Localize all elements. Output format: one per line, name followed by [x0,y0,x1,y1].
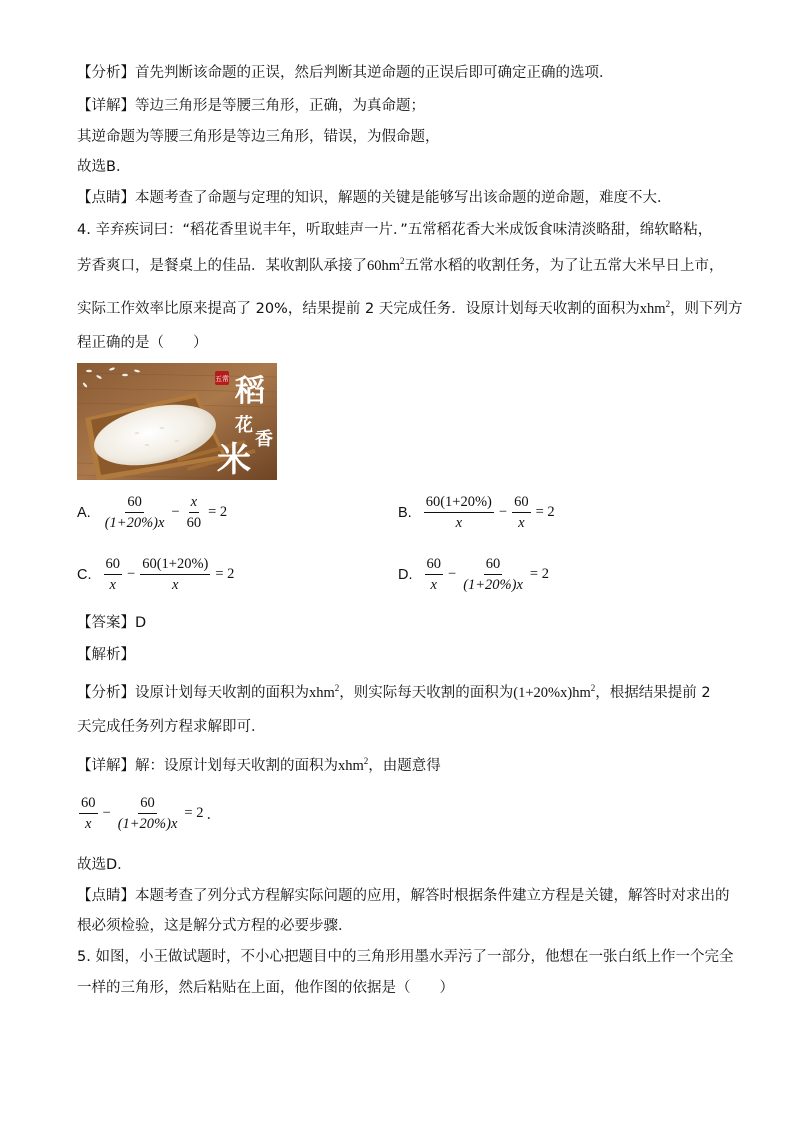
option-d-label: D. [398,566,413,583]
analysis-text-b: ，则实际每天收割的面积为 [339,685,514,701]
analysis-expr: (1+20%x)hm [513,685,591,701]
q4-var: xhm [639,301,666,317]
comment-text-1: 本题考查了列分式方程解实际问题的应用，解答时根据条件建立方程是关键，解答时对求出的 [135,888,730,904]
answer-tag: 【答案】 [77,615,135,631]
frac-den: (1+20%)x [117,816,178,832]
q4-analysis-line2 [77,717,266,737]
option-c[interactable] [77,556,237,593]
option-b-label: B. [398,504,412,521]
detail-text-a: 解：设原计划每天收割的面积为 [135,758,338,774]
option-a-rhs: = 2 [208,504,228,520]
rice-photo [77,363,277,480]
comment-tag: 【点睛】 [77,888,135,904]
frac-den: x [518,515,525,531]
calligraphy-char-2: 花 [235,415,253,436]
analysis-var: xhm [309,685,335,701]
eq-rhs: = 2 [184,805,204,821]
explain-tag: 【解析】 [77,647,135,663]
analysis-var-sup: 2 [334,683,340,693]
option-d-frac1 [425,556,444,593]
q3-comment [77,188,672,208]
q4-solution-equation [77,795,221,832]
minus-sign: − [498,504,508,520]
q5-stem-text-1: 5. 如图，小王做试题时，不小心把题目中的三角形用墨水弄污了一部分，他想在一张白纸上作一个完全 [77,949,734,965]
minus-sign: − [127,566,136,582]
calligraphy-char-3: 香 [255,429,273,450]
frac-num: 60 [512,494,531,513]
minus-sign: − [102,805,111,821]
option-c-frac1 [104,556,123,593]
option-c-rhs: = 2 [215,566,235,582]
q4-stem-text-4: 程正确的是（ ） [77,335,208,351]
q3-converse [77,127,440,147]
option-d-frac2 [461,556,525,593]
option-a-label: A. [77,504,91,521]
detail-var: xhm [338,758,364,774]
q3-analysis [77,63,614,83]
analysis-tag: 【分析】 [77,685,135,701]
option-c-frac2 [140,556,210,593]
detail-tag: 【详解】 [77,98,135,114]
option-d-rhs: = 2 [529,566,549,582]
q4-choose [77,855,132,875]
q4-stem-text-2b: 五常水稻的收割任务，为了让五常大米早日上市， [404,258,724,274]
choose-text: 故选B． [77,159,131,175]
seal-text: 五常 [215,375,229,383]
frac-num: 60 [425,556,444,575]
answer-value: D [135,615,147,631]
frac-num: 60(1+20%) [140,556,210,575]
option-b-frac2 [512,494,531,531]
calligraphy-char-4: 米 [217,440,251,480]
analysis-text: 首先判断该命题的正误，然后判断其逆命题的正误后即可确定正确的选项． [135,65,614,81]
comment-tag: 【点睛】 [77,190,135,206]
detail-tag: 【详解】 [77,758,135,774]
analysis-expr-sup: 2 [590,683,596,693]
frac-num: 60 [138,795,157,814]
frac-den: x [85,816,92,832]
q4-explain [77,645,135,665]
q4-comment [77,886,730,906]
q4-stem-line4 [77,333,208,353]
analysis-text-a: 设原计划每天收割的面积为 [135,685,309,701]
q3-choose [77,157,130,177]
frac-den: x [430,577,437,593]
frac-num: 60 [79,795,98,814]
frac-num: 60(1+20%) [424,494,494,513]
minus-sign: − [448,566,457,582]
option-b-frac1 [424,494,494,531]
calligraphy-char-1: 稻 [235,374,265,409]
q4-stem-text-2a: 芳香爽口，是餐桌上的佳品．某收割队承接了 [77,258,367,274]
frac-num: 60 [104,556,123,575]
comment-text: 本题考查了命题与定理的知识，解题的关键是能够写出该命题的逆命题，难度不大． [135,190,672,206]
frac-num: 60 [484,556,503,575]
analysis-tag: 【分析】 [77,65,135,81]
q5-stem-line1 [77,947,733,967]
q4-area-value: 60hm [367,258,401,274]
q4-stem-line3 [77,299,743,319]
analysis-text-c: ，根据结果提前 2 [595,685,711,701]
option-a-frac1 [103,494,167,531]
frac-num: 60 [125,494,144,513]
q4-area-sup: 2 [400,256,405,266]
option-b[interactable] [398,494,558,531]
minus-sign: − [171,504,180,520]
q4-stem-text-3b: ，则下列方 [670,301,743,317]
q4-comment-line2 [77,916,353,936]
comment-text-2: 根必须检验，这是解分式方程的必要步骤． [77,918,353,934]
q4-stem-line1 [77,220,712,240]
option-c-label: C. [77,566,92,583]
q4-answer [77,613,146,633]
converse-text: 其逆命题为等腰三角形是等边三角形，错误，为假命题， [77,129,440,145]
option-a-frac2 [185,494,204,531]
q4-var-sup: 2 [665,299,671,309]
frac-den: x [455,515,462,531]
q5-stem-line2 [77,978,454,998]
q3-detail [77,96,425,116]
choose-text: 故选D． [77,857,132,873]
detail-text-b: ，由题意得 [368,758,441,774]
q4-stem-line2 [77,256,724,276]
q4-stem-text-3a: 实际工作效率比原来提高了 20%，结果提前 2 天完成任务．设原计划每天收割的面积为 [77,301,640,317]
detail-text: 等边三角形是等腰三角形，正确，为真命题； [135,98,425,114]
q4-detail [77,756,441,776]
analysis-text-2: 天完成任务列方程求解即可． [77,719,266,735]
q4-stem-text-1: 4. 辛弃疾词曰：“稻花香里说丰年，听取蛙声一片．”五常稻花香大米成饭食味清淡略甜，绵软略粘， [77,222,713,238]
frac-den: (1+20%)x [463,577,523,593]
frac-den: x [172,577,179,593]
q4-analysis [77,683,711,703]
option-d[interactable] [398,556,552,593]
frac-den: 60 [186,515,202,531]
frac-num: x [189,494,199,513]
frac-den: x [109,577,116,593]
detail-var-sup: 2 [363,756,369,766]
eq-frac1 [79,795,98,832]
option-b-rhs: = 2 [535,504,555,520]
option-a[interactable] [77,494,230,531]
frac-den: (1+20%)x [104,515,165,531]
eq-frac2 [116,795,180,832]
q5-stem-text-2: 一样的三角形，然后粘贴在上面，他作图的依据是（ ） [77,980,454,996]
eq-end: ． [206,807,221,823]
